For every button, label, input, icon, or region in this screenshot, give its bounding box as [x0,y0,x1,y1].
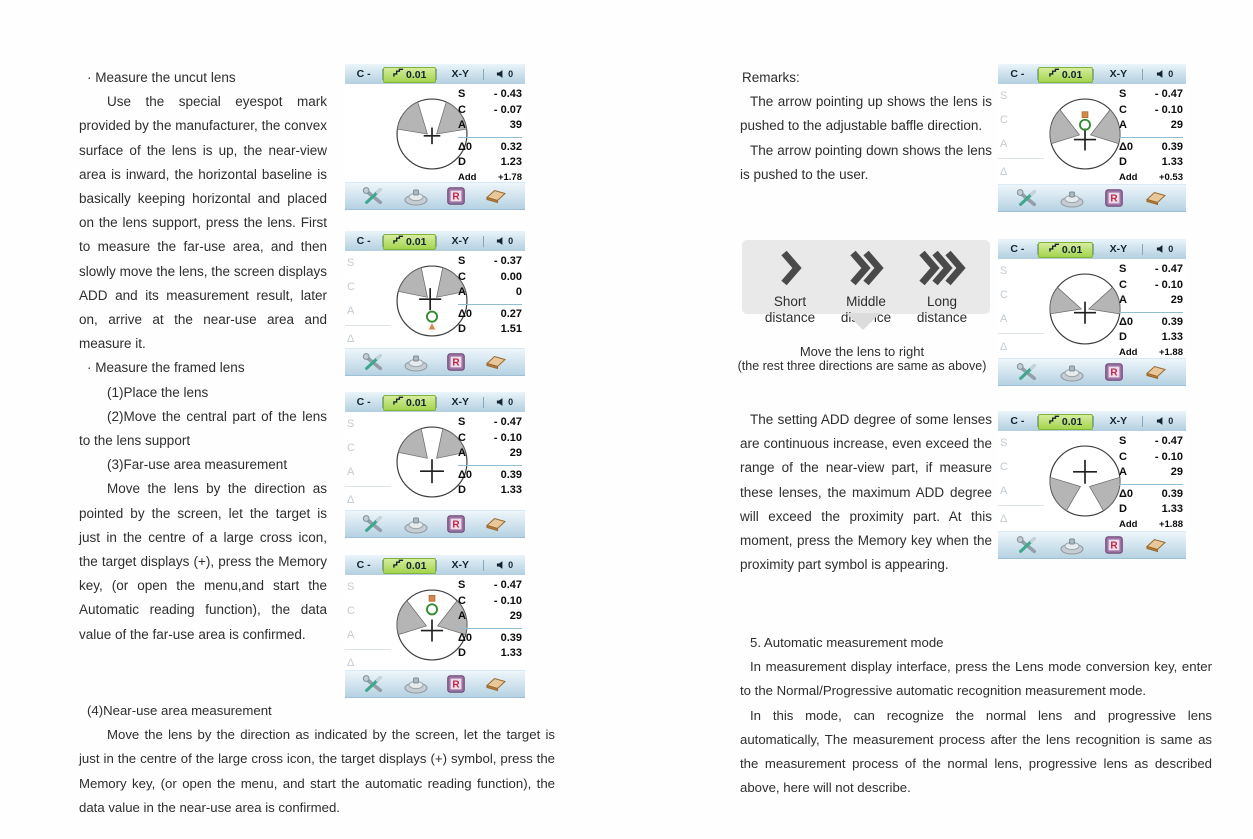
eraser-icon[interactable] [1144,190,1168,206]
section5-paragraph-2: In this mode, can recognize the normal lens and progressive lens automatically, The measurement process after the lens recognition is same as the measurement process of the normal lens, progressive lens as described above, here will not describe. [740,707,1212,796]
side-label-s: S [1000,90,1008,102]
reading-add: Add +0.53 [1119,171,1183,183]
memory-r-icon[interactable] [1105,536,1123,554]
cylinder-mode-button[interactable]: C - [356,68,371,80]
reading-s: S - 0.47 [458,579,522,591]
tools-icon[interactable] [1016,362,1038,382]
svg-text:R: R [1110,193,1118,205]
move-lens-caption: Move the lens to right [799,344,925,359]
eraser-icon[interactable] [484,676,508,692]
reading-s: S - 0.47 [1119,88,1183,100]
axis-mode-button[interactable]: X-Y [451,559,470,571]
short-distance-label: Short distance [764,294,816,325]
side-label-a: A [1000,485,1008,497]
screen-body [345,251,525,350]
side-divider [998,333,1044,334]
step-icon [1049,68,1060,81]
screen-toolbar [345,231,525,253]
step-button[interactable]: 0.01 [383,395,436,411]
eraser-icon[interactable] [484,516,508,532]
reading-δ0: Δ0 0.39 [1119,315,1183,328]
section5-title: 5. Automatic measurement mode [750,635,944,650]
remarks-block [740,66,992,187]
side-label-δ: Δ [1000,166,1008,178]
lensmeter-screen-r1 [998,64,1186,212]
speaker-icon[interactable]: 0 [484,392,525,412]
lensmeter-screen-l1 [345,64,525,210]
memory-r-icon[interactable] [447,353,465,371]
reading-c: C - 0.10 [1119,450,1183,463]
reading-δ0: Δ0 0.27 [458,307,522,320]
side-divider [998,158,1044,159]
readings-divider [1119,137,1183,138]
lens-support-icon[interactable] [403,675,429,694]
screen-toolbar [998,239,1186,261]
reading-a: A 29 [1119,466,1183,478]
reading-c: C - 0.10 [1119,103,1183,116]
reading-d: D 1.33 [458,484,522,496]
reading-s: S - 0.47 [1119,435,1183,447]
step-near-use: (4)Near-use area measurement [87,703,272,718]
screen-body [998,259,1186,360]
heading-framed-lens: · Measure the framed lens [87,360,245,376]
svg-text:R: R [1110,540,1118,552]
screen-toolbar [998,411,1186,433]
step-icon [1049,415,1060,428]
side-label-a: A [347,466,355,478]
reading-a: A 0 [458,286,522,298]
distance-captions [712,344,1012,374]
side-label-a: A [347,305,355,317]
reading-d: D 1.23 [458,156,522,168]
reading-add: Add +1.88 [1119,518,1183,530]
speaker-icon[interactable]: 0 [484,555,525,575]
lens-support-icon[interactable] [1059,363,1085,382]
speaker-icon[interactable]: 0 [1143,239,1186,259]
triple-chevron-icon [915,249,969,292]
lensmeter-screen-l4 [345,555,525,698]
remark-up-arrow: The arrow pointing up shows the lens is pushed to the adjustable baffle direction. [740,94,992,134]
step-far-use: (3)Far-use area measurement [107,457,288,473]
rest-directions-caption: (the rest three directions are same as above) [737,359,987,373]
reading-δ0: Δ0 0.32 [458,140,522,153]
lens-target [1039,88,1131,180]
side-label-c: C [347,605,355,617]
lens-support-icon[interactable] [403,353,429,372]
side-label-c: C [347,281,355,293]
speaker-icon[interactable]: 0 [1143,411,1186,431]
long-distance-label: Long distance [916,294,968,325]
screen-toolbar [345,555,525,577]
reading-c: C - 0.07 [458,103,522,116]
cylinder-mode-button[interactable]: C - [1010,68,1025,80]
heading-uncut-lens: · Measure the uncut lens [87,70,236,85]
screen-iconbar [998,184,1186,212]
speaker-icon[interactable]: 0 [484,64,525,84]
screen-iconbar [345,670,525,698]
lensmeter-screen-l3 [345,392,525,538]
eraser-icon[interactable] [1144,537,1168,553]
add-degree-paragraph: The setting ADD degree of some lenses are continuous increase, even exceed the range of the near-view part, if measure these lenses, the maximum ADD degree will exceed the proximity part. At this moment, press the Memory key when the proximity part symbol is appearing. [740,412,992,573]
side-label-s: S [347,581,355,593]
memory-r-icon[interactable] [447,515,465,533]
tools-icon[interactable] [1016,535,1038,555]
pointer-triangle [846,313,880,330]
lens-target [1039,435,1131,527]
axis-mode-button[interactable]: X-Y [451,396,470,408]
step-button[interactable]: 0.01 [383,558,436,574]
memory-r-icon[interactable] [1105,363,1123,381]
remarks-title: Remarks: [742,70,800,85]
far-use-paragraph: Move the lens by the direction as pointed by the screen, let the target is just in the centre of a large cross icon, the target displays (+), press the Memory key, (or open the menu,and start the Automatic reading function), the data value of the far-use area is confirmed. [79,481,327,642]
step-button[interactable]: 0.01 [1038,242,1094,258]
readings-divider [1119,312,1183,313]
lens-support-icon[interactable] [403,187,429,206]
screen-iconbar [998,358,1186,386]
side-label-c: C [1000,289,1008,301]
screen-body [998,84,1186,186]
side-label-s: S [1000,437,1008,449]
reading-add: Add +1.88 [1119,346,1183,358]
reading-c: C 0.00 [458,270,522,283]
near-use-block [79,699,555,820]
double-chevron-icon [845,249,887,292]
readings-panel [458,415,522,499]
side-label-s: S [347,257,355,269]
svg-text:R: R [1110,367,1118,379]
middle-distance-label: Middle distance [840,294,892,325]
reading-a: A 39 [458,119,522,131]
side-label-c: C [347,442,355,454]
reading-s: S - 0.43 [458,88,522,100]
distance-legend [742,240,990,325]
readings-divider [458,304,522,305]
readings-panel [458,254,522,338]
screen-iconbar [345,182,525,210]
near-use-paragraph: Move the lens by the direction as indicated by the screen, let the target is just in the centre of the large cross icon, the target displays (+) symbol, press the Memory key, (or open the menu, and start the automatic reading function), the data value in the near-use area is confirmed. [79,727,555,815]
side-label-s: S [347,418,355,430]
remark-down-arrow: The arrow pointing down shows the lens is pushed to the user. [740,142,992,182]
side-label-c: C [1000,461,1008,473]
lensmeter-screen-l2 [345,231,525,376]
cylinder-mode-button[interactable]: C - [356,559,371,571]
side-label-a: A [1000,313,1008,325]
eraser-icon[interactable] [484,188,508,204]
reading-a: A 29 [458,447,522,459]
reading-c: C - 0.10 [458,431,522,444]
reading-s: S - 0.47 [458,416,522,428]
screen-iconbar [345,348,525,376]
tools-icon[interactable] [362,186,384,206]
uncut-lens-paragraph: Use the special eyespot mark provided by the manufacturer, the convex surface of the lens is up, the near-view area is inward, the horizontal baseline is basically keeping horizontal and placed on the lens support, press the lens. First to measure the far-use area, and then slowly move the lens, the screen displays ADD and its measurement result, later on, arrive at the near-use area and measure it. [79,94,327,352]
add-degree-block [740,408,992,577]
readings-panel [1119,434,1183,532]
screen-body [345,575,525,672]
side-label-δ: Δ [1000,341,1008,353]
step-button[interactable]: 0.01 [1038,67,1094,83]
side-divider [998,505,1044,506]
readings-divider [1119,484,1183,485]
step-button[interactable]: 0.01 [383,67,436,83]
step-place-lens: (1)Place the lens [107,384,209,400]
reading-δ0: Δ0 0.39 [1119,140,1183,153]
memory-r-icon[interactable] [1105,189,1123,207]
memory-r-icon[interactable] [447,675,465,693]
svg-text:R: R [452,191,460,203]
step-icon [1049,243,1060,256]
axis-mode-button[interactable]: X-Y [1109,68,1128,80]
readings-divider [458,137,522,138]
step-button[interactable]: 0.01 [1038,414,1094,430]
step-button[interactable]: 0.01 [383,234,436,250]
cylinder-mode-button[interactable]: C - [1010,415,1025,427]
short-distance-item [758,249,822,326]
section5-paragraph-1: In measurement display interface, press the Lens mode conversion key, enter to the Normal/Progressive automatic recognition measurement mode. [740,659,1212,699]
tools-icon[interactable] [362,352,384,372]
reading-c: C - 0.10 [1119,278,1183,291]
screen-body [345,84,525,184]
single-chevron-icon [775,249,805,292]
cylinder-mode-button[interactable]: C - [356,396,371,408]
reading-d: D 1.33 [1119,156,1183,168]
step-icon [393,396,404,409]
readings-divider [458,628,522,629]
memory-r-icon[interactable] [447,187,465,205]
speaker-icon[interactable]: 0 [1143,64,1186,84]
step-icon [393,68,404,81]
long-distance-item [910,249,974,326]
lensmeter-screen-r3 [998,411,1186,559]
svg-text:R: R [452,357,460,369]
step-move-central: (2)Move the central part of the lens to the lens support [79,408,327,449]
axis-mode-button[interactable]: X-Y [1109,415,1128,427]
reading-d: D 1.33 [458,647,522,659]
left-text-column [79,66,327,647]
side-label-δ: Δ [1000,513,1008,525]
reading-s: S - 0.37 [458,255,522,267]
tools-icon[interactable] [1016,188,1038,208]
reading-a: A 29 [458,610,522,622]
reading-d: D 1.33 [1119,331,1183,343]
side-divider [345,486,391,487]
reading-a: A 29 [1119,294,1183,306]
eraser-icon[interactable] [484,354,508,370]
screen-toolbar [345,392,525,414]
reading-d: D 1.33 [1119,503,1183,515]
cylinder-mode-button[interactable]: C - [1010,243,1025,255]
screen-body [998,431,1186,533]
lensmeter-screen-r2 [998,239,1186,386]
lens-support-icon[interactable] [1059,189,1085,208]
cylinder-mode-button[interactable]: C - [356,235,371,247]
speaker-icon[interactable]: 0 [484,231,525,251]
reading-δ0: Δ0 0.39 [458,468,522,481]
reading-s: S - 0.47 [1119,263,1183,275]
readings-panel [458,87,522,185]
side-label-a: A [1000,138,1008,150]
screen-iconbar [998,531,1186,559]
svg-text:R: R [452,519,460,531]
svg-text:R: R [452,679,460,691]
reading-d: D 1.51 [458,323,522,335]
reading-δ0: Δ0 0.39 [458,631,522,644]
side-divider [345,325,391,326]
step-icon [393,559,404,572]
side-label-δ: Δ [347,657,355,669]
lens-support-icon[interactable] [403,515,429,534]
readings-panel [1119,262,1183,360]
eraser-icon[interactable] [1144,364,1168,380]
reading-c: C - 0.10 [458,594,522,607]
screen-iconbar [345,510,525,538]
automatic-mode-block [740,631,1212,800]
reading-add: Add +1.78 [458,171,522,183]
lens-target [1039,263,1131,355]
axis-mode-button[interactable]: X-Y [451,235,470,247]
axis-mode-button[interactable]: X-Y [451,68,470,80]
step-icon [393,235,404,248]
screen-body [345,412,525,512]
readings-panel [458,578,522,662]
lens-support-icon[interactable] [1059,536,1085,555]
axis-mode-button[interactable]: X-Y [1109,243,1128,255]
readings-panel [1119,87,1183,185]
side-divider [345,649,391,650]
screen-toolbar [998,64,1186,86]
side-label-δ: Δ [347,333,355,345]
side-label-s: S [1000,265,1008,277]
reading-δ0: Δ0 0.39 [1119,487,1183,500]
reading-a: A 29 [1119,119,1183,131]
side-label-c: C [1000,114,1008,126]
tools-icon[interactable] [362,674,384,694]
tools-icon[interactable] [362,514,384,534]
screen-toolbar [345,64,525,86]
side-label-a: A [347,629,355,641]
readings-divider [458,465,522,466]
side-label-δ: Δ [347,494,355,506]
